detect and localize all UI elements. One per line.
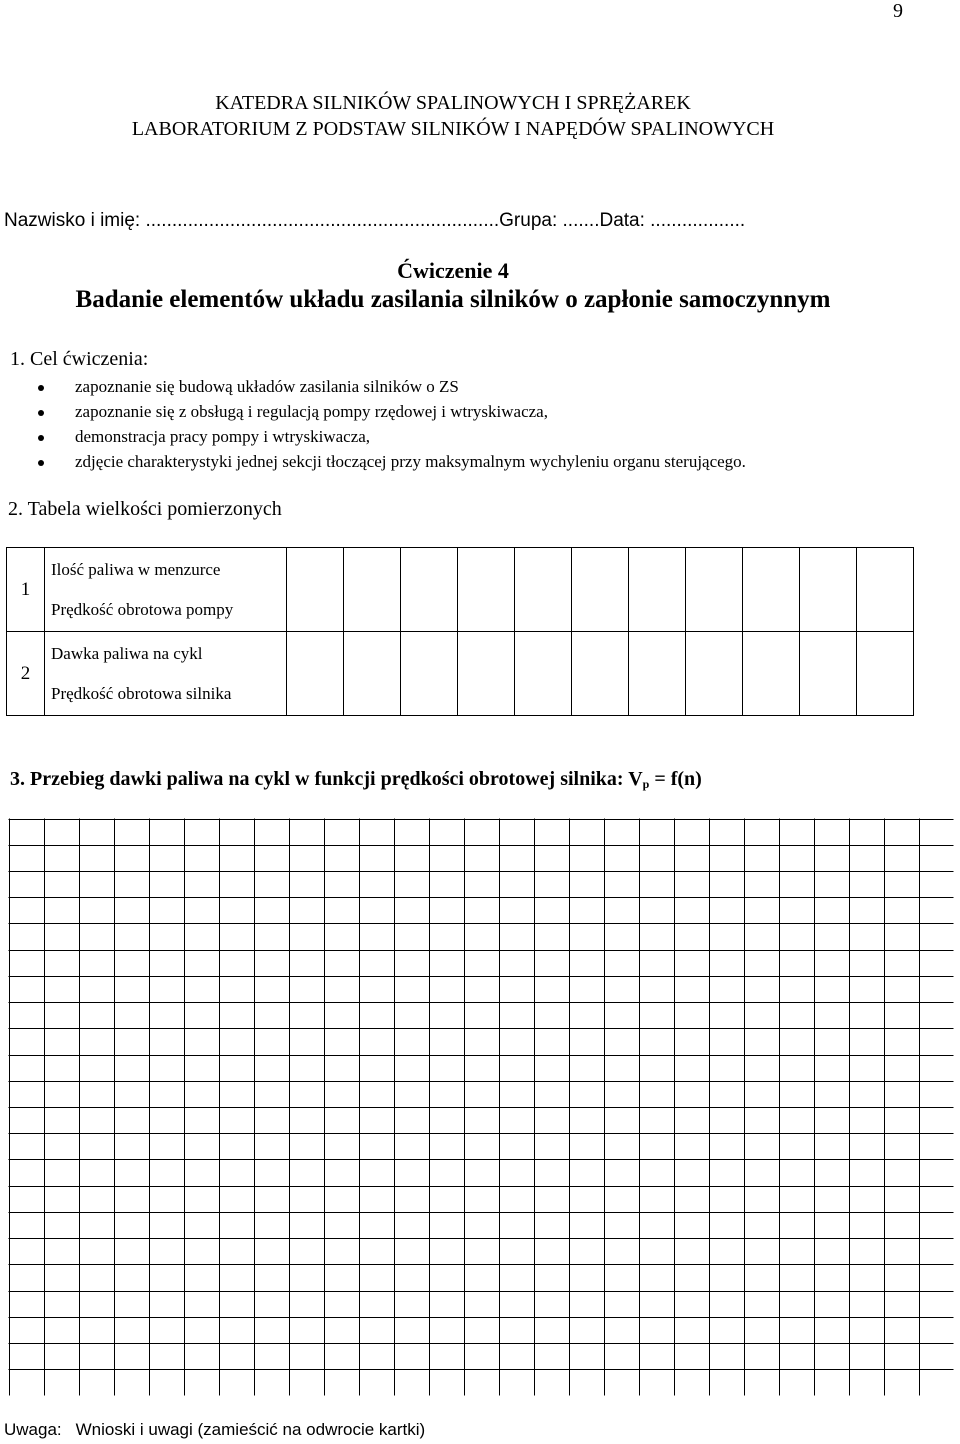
row-label: Prędkość obrotowa silnika xyxy=(51,683,232,703)
note-text: Wnioski i uwagi (zamieścić na odwrocie kartki) xyxy=(75,1420,426,1439)
exercise-number: Ćwiczenie 4 xyxy=(397,258,509,283)
value-cell[interactable] xyxy=(458,548,515,632)
measurement-table xyxy=(6,547,914,716)
value-cell[interactable] xyxy=(572,632,629,716)
subscript-p: p xyxy=(642,777,650,791)
department-name: KATEDRA SILNIKÓW SPALINOWYCH I SPRĘŻAREK xyxy=(215,92,691,114)
row-label: Prędkość obrotowa pompy xyxy=(51,599,234,619)
row-label: Dawka paliwa na cykl xyxy=(51,643,203,663)
note-label: Uwaga: xyxy=(4,1420,62,1439)
graph-grid xyxy=(8,818,954,1396)
bullet-icon xyxy=(38,385,44,391)
section-graph-title: 3. Przebieg dawki paliwa na cykl w funkcji prędkości obrotowej silnika: $V_p = f(n)$ xyxy=(10,768,702,791)
section-table-title: 2. Tabela wielkości pomierzonych xyxy=(8,498,282,520)
row-index: 2 xyxy=(7,632,45,716)
student-info-line: Nazwisko i imię: ...................................................................Grupa: .......Data: .................. xyxy=(4,210,746,231)
value-cell[interactable] xyxy=(344,632,401,716)
laboratory-name: LABORATORIUM Z PODSTAW SILNIKÓW I NAPĘDÓW SPALINOWYCH xyxy=(131,118,775,140)
table-row xyxy=(7,632,914,716)
bullet-icon xyxy=(38,460,44,466)
goal-list xyxy=(34,374,746,474)
table-row xyxy=(7,548,914,632)
value-cell[interactable] xyxy=(857,548,914,632)
value-cell[interactable] xyxy=(515,548,572,632)
bullet-icon xyxy=(38,435,44,441)
footer-note xyxy=(4,1420,425,1440)
row-labels xyxy=(45,632,287,716)
page-number: 9 xyxy=(893,0,903,22)
value-cell[interactable] xyxy=(572,548,629,632)
bullet-icon xyxy=(38,410,44,416)
goal-item: zapoznanie się budową układów zasilania silników o ZS xyxy=(34,374,746,399)
row-label: Ilość paliwa w menzurce xyxy=(51,559,221,579)
value-cell[interactable] xyxy=(629,632,686,716)
goal-item: zdjęcie charakterystyki jednej sekcji tłoczącej przy maksymalnym wychyleniu organu sterującego. xyxy=(34,449,746,474)
value-cell[interactable] xyxy=(287,632,344,716)
goal-item: demonstracja pracy pompy i wtryskiwacza, xyxy=(34,424,746,449)
exercise-title: Badanie elementów układu zasilania silników o zapłonie samoczynnym xyxy=(75,286,831,313)
value-cell[interactable] xyxy=(743,548,800,632)
value-cell[interactable] xyxy=(344,548,401,632)
value-cell[interactable] xyxy=(401,632,458,716)
value-cell[interactable] xyxy=(800,548,857,632)
value-cell[interactable] xyxy=(686,632,743,716)
value-cell[interactable] xyxy=(800,632,857,716)
value-cell[interactable] xyxy=(401,548,458,632)
value-cell[interactable] xyxy=(458,632,515,716)
row-index: 1 xyxy=(7,548,45,632)
value-cell[interactable] xyxy=(515,632,572,716)
value-cell[interactable] xyxy=(629,548,686,632)
value-cell[interactable] xyxy=(686,548,743,632)
row-labels xyxy=(45,548,287,632)
section-goal-title: 1. Cel ćwiczenia: xyxy=(10,348,149,370)
value-cell[interactable] xyxy=(287,548,344,632)
goal-item: zapoznanie się z obsługą i regulacją pompy rzędowej i wtryskiwacza, xyxy=(34,399,746,424)
value-cell[interactable] xyxy=(857,632,914,716)
value-cell[interactable] xyxy=(743,632,800,716)
